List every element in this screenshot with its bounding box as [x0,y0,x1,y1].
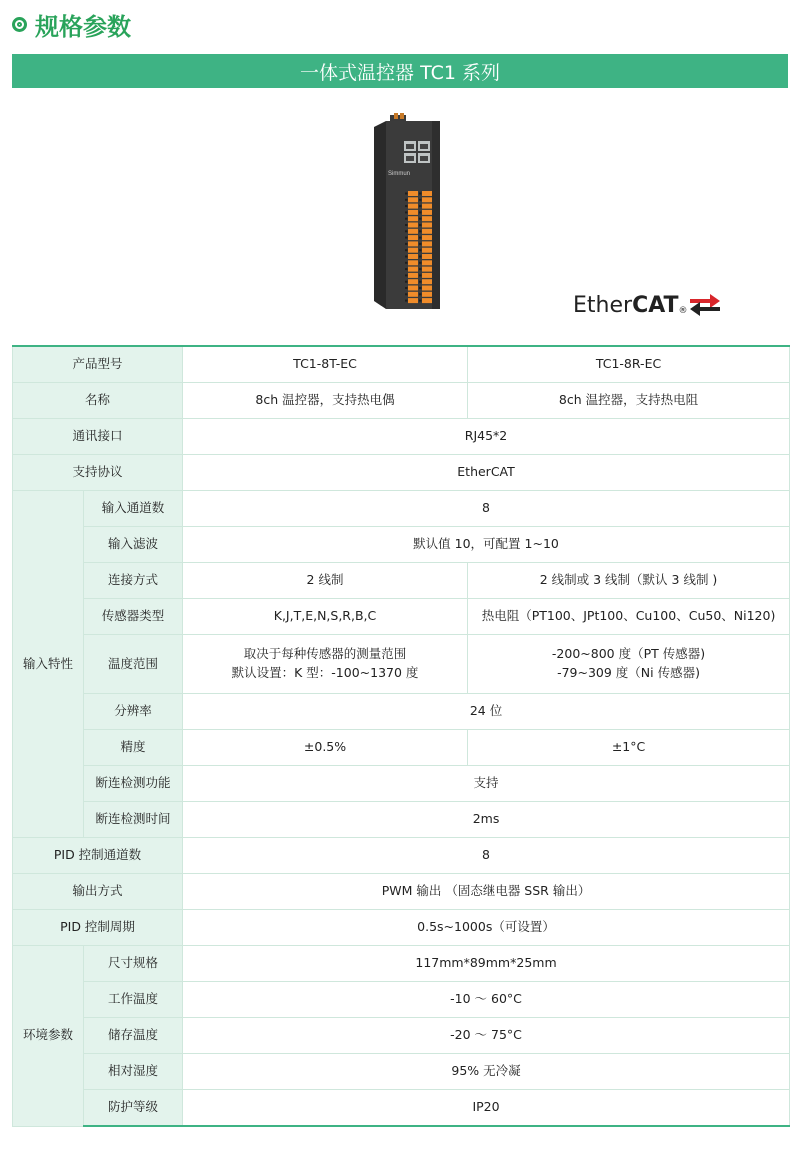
row-label: 断连检测时间 [84,802,183,838]
cell-value: 95% 无冷凝 [183,1054,790,1090]
table-row [13,802,790,838]
banner-title: 一体式温控器 TC1 系列 [300,61,500,84]
row-label: 传感器类型 [84,599,183,635]
cell-value: TC1-8T-EC [183,346,468,383]
row-label: 输入通道数 [84,491,183,527]
ethercat-logo-bold: CAT [632,292,679,318]
row-label: 分辨率 [84,694,183,730]
series-banner [12,54,788,88]
row-label: 通讯接口 [13,419,183,455]
table-row [13,563,790,599]
table-row [13,346,790,383]
cell-value: 2ms [183,802,790,838]
ethercat-arrows-icon [690,294,720,316]
row-label: 尺寸规格 [84,946,183,982]
table-row [13,766,790,802]
section-title: 规格参数 [35,12,131,41]
row-label: 支持协议 [13,455,183,491]
table-row [13,1054,790,1090]
ethercat-logo-text: Ether [573,292,633,318]
row-label: 相对湿度 [84,1054,183,1090]
table-row [13,455,790,491]
row-label: PID 控制周期 [13,910,183,946]
cell-value: 8 [183,491,790,527]
cell-line: -200~800 度（PT 传感器) [551,646,706,662]
table-row [13,419,790,455]
row-label: 温度范围 [84,635,183,694]
spec-table [12,345,790,1127]
registered-mark: ® [678,306,688,316]
table-row [13,946,790,982]
group-label: 输入特性 [13,491,84,838]
cell-value: IP20 [183,1090,790,1127]
cell-value: 默认值 10，可配置 1~10 [183,527,790,563]
table-row [13,1090,790,1127]
cell-value [468,635,790,694]
table-row [13,383,790,419]
table-row [13,694,790,730]
row-label: 工作温度 [84,982,183,1018]
table-row [13,730,790,766]
cell-value [183,635,468,694]
row-label: 精度 [84,730,183,766]
cell-value: 117mm*89mm*25mm [183,946,790,982]
ethercat-logo [573,288,720,322]
row-label: 储存温度 [84,1018,183,1054]
cell-value: 8 [183,838,790,874]
cell-value: 8ch 温控器，支持热电偶 [183,383,468,419]
row-label: 名称 [13,383,183,419]
cell-value: ±1°C [468,730,790,766]
table-row [13,982,790,1018]
table-row [13,1018,790,1054]
table-row [13,874,790,910]
cell-value: 0.5s~1000s（可设置） [183,910,790,946]
row-label: 连接方式 [84,563,183,599]
cell-value: RJ45*2 [183,419,790,455]
cell-value: 24 位 [183,694,790,730]
cell-value: 热电阻（PT100、JPt100、Cu100、Cu50、Ni120) [468,599,790,635]
section-heading [12,6,131,42]
table-row [13,838,790,874]
cell-line: 默认设置：K 型：-100~1370 度 [231,665,419,680]
cell-value: 2 线制 [183,563,468,599]
cell-value: ±0.5% [183,730,468,766]
row-label: PID 控制通道数 [13,838,183,874]
device-brand-label: Simmun [388,171,411,177]
table-row [13,599,790,635]
table-row [13,491,790,527]
cell-value: PWM 输出 （固态继电器 SSR 输出） [183,874,790,910]
row-label: 防护等级 [84,1090,183,1127]
row-label: 产品型号 [13,346,183,383]
device-image [372,113,444,311]
cell-line: 取决于每种传感器的测量范围 [243,646,407,662]
table-row [13,910,790,946]
cell-value: 2 线制或 3 线制（默认 3 线制 ) [468,563,790,599]
group-label: 环境参数 [13,946,84,1127]
table-row [13,527,790,563]
cell-value: 8ch 温控器，支持热电阻 [468,383,790,419]
cell-value: 支持 [183,766,790,802]
table-row [13,635,790,694]
cell-line: -79~309 度（Ni 传感器) [557,665,700,680]
cell-value: EtherCAT [183,455,790,491]
cell-value: -20 ～ 75°C [183,1018,790,1054]
cell-value: -10 ～ 60°C [183,982,790,1018]
cell-value: K,J,T,E,N,S,R,B,C [183,599,468,635]
row-label: 断连检测功能 [84,766,183,802]
row-label: 输出方式 [13,874,183,910]
cell-value: TC1-8R-EC [468,346,790,383]
row-label: 输入滤波 [84,527,183,563]
circle-bullet-icon [12,17,27,32]
